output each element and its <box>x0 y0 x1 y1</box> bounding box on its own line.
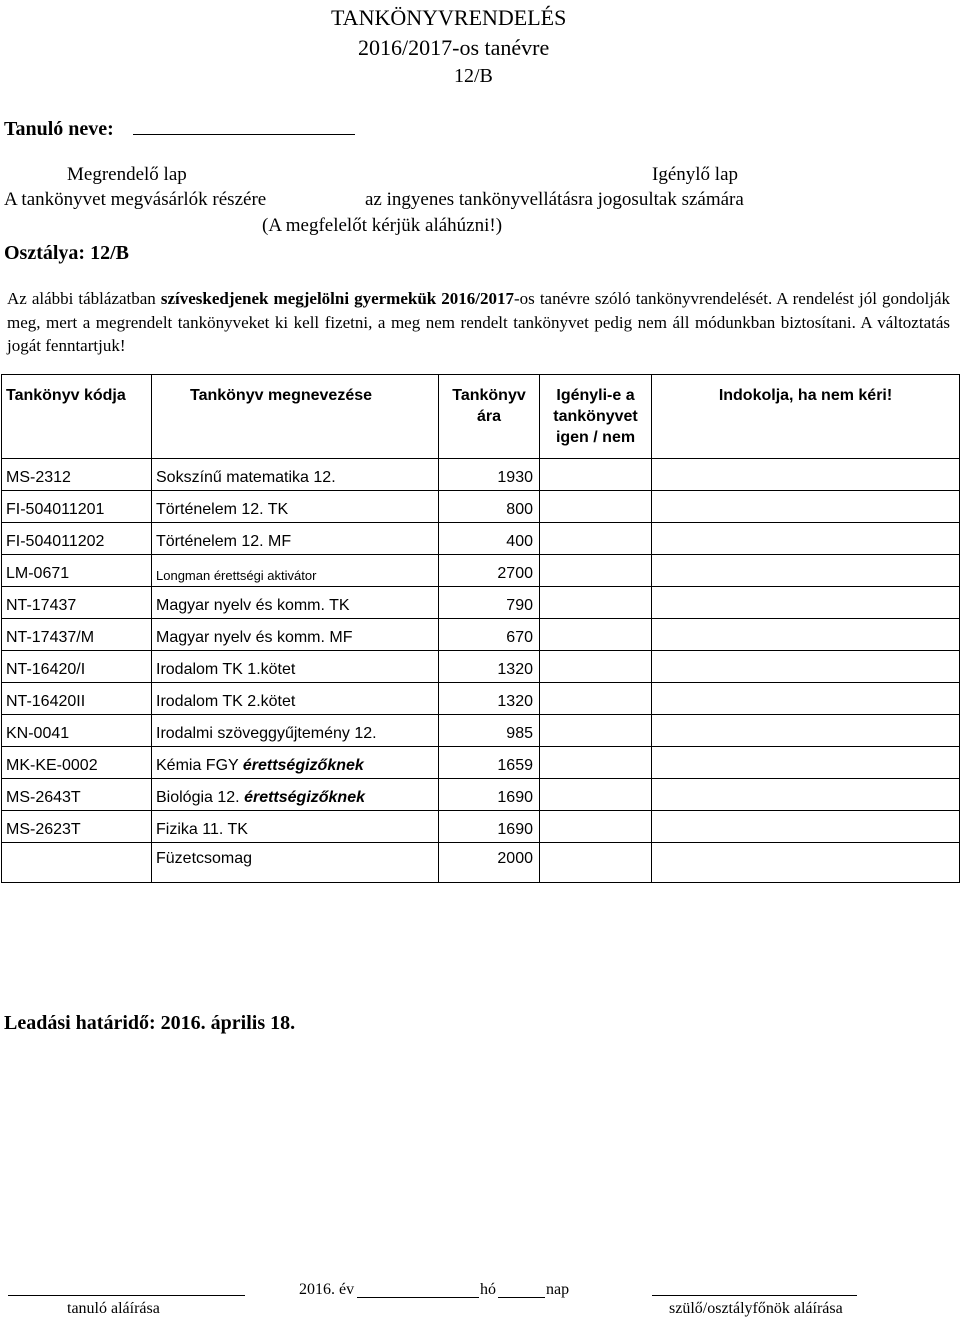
table-row <box>2 715 960 747</box>
book-price-cell: 790 <box>439 587 540 619</box>
instructions-part1: Az alábbi táblázatban <box>7 289 161 308</box>
date-day-label: nap <box>546 1281 570 1298</box>
reason-cell[interactable] <box>652 779 960 811</box>
book-code-cell <box>2 843 152 883</box>
book-price-cell: 670 <box>439 619 540 651</box>
instructions-paragraph <box>7 287 950 358</box>
table-row <box>2 779 960 811</box>
book-name-emphasis: érettségizőknek <box>242 757 364 774</box>
reason-cell[interactable] <box>652 811 960 843</box>
reason-cell[interactable] <box>652 587 960 619</box>
book-name-cell <box>152 587 439 619</box>
reason-cell[interactable] <box>652 651 960 683</box>
reason-cell[interactable] <box>652 459 960 491</box>
col-header-name: Tankönyv megnevezése <box>152 375 439 459</box>
date-month-line[interactable] <box>357 1297 479 1298</box>
book-name-cell <box>152 811 439 843</box>
request-answer-cell[interactable] <box>540 587 652 619</box>
book-price-cell: 800 <box>439 491 540 523</box>
request-answer-cell[interactable] <box>540 459 652 491</box>
book-code-cell: FI-504011202 <box>2 523 152 555</box>
order-form-desc[interactable]: A tankönyvet megvásárlók részére <box>4 189 267 210</box>
book-name: Irodalom TK 1.kötet <box>156 661 296 678</box>
parent-signature-line[interactable] <box>652 1295 857 1296</box>
book-name-cell <box>152 715 439 747</box>
book-name-emphasis: érettségizőknek <box>244 789 365 806</box>
col-header-request-line3: igen / nem <box>555 429 636 446</box>
school-year: 2016/2017-os tanévre <box>358 35 550 60</box>
book-price-cell: 1320 <box>439 683 540 715</box>
request-form-desc[interactable]: az ingyenes tankönyvellátásra jogosultak számára <box>365 189 744 210</box>
book-price-cell: 985 <box>439 715 540 747</box>
request-answer-cell[interactable] <box>540 843 652 883</box>
book-code-cell: LM-0671 <box>2 555 152 587</box>
request-form-title[interactable]: Igénylő lap <box>652 164 739 185</box>
student-signature-label: tanuló aláírása <box>67 1300 160 1317</box>
request-answer-cell[interactable] <box>540 651 652 683</box>
book-price-cell: 1690 <box>439 811 540 843</box>
reason-cell[interactable] <box>652 683 960 715</box>
col-header-reason: Indokolja, ha nem kéri! <box>652 375 960 459</box>
book-name: Történelem 12. MF <box>156 533 292 550</box>
parent-signature-label: szülő/osztályfőnök aláírása <box>669 1300 843 1317</box>
submission-deadline: Leadási határidő: 2016. április 18. <box>4 1012 296 1034</box>
request-answer-cell[interactable] <box>540 779 652 811</box>
book-code-cell: KN-0041 <box>2 715 152 747</box>
book-code-cell: MS-2623T <box>2 811 152 843</box>
book-name-cell <box>152 491 439 523</box>
table-row <box>2 491 960 523</box>
col-header-code: Tankönyv kódja <box>2 375 152 459</box>
book-name-cell <box>152 651 439 683</box>
class-label: Osztálya: 12/B <box>4 242 129 264</box>
request-answer-cell[interactable] <box>540 683 652 715</box>
book-name-cell <box>152 459 439 491</box>
book-name: Biológia 12. <box>156 789 245 806</box>
book-price-cell: 2700 <box>439 555 540 587</box>
col-header-request-line2: tankönyvet <box>553 408 638 425</box>
reason-cell[interactable] <box>652 619 960 651</box>
book-name-cell <box>152 683 439 715</box>
book-name-cell <box>152 747 439 779</box>
book-code-cell: MK-KE-0002 <box>2 747 152 779</box>
col-header-request-line1: Igényli-e a <box>556 387 635 404</box>
book-name-cell <box>152 619 439 651</box>
book-name: Magyar nyelv és komm. TK <box>156 597 350 614</box>
date-month-label: hó <box>480 1281 496 1298</box>
book-price-cell: 400 <box>439 523 540 555</box>
book-name-cell <box>152 843 439 883</box>
request-answer-cell[interactable] <box>540 491 652 523</box>
request-answer-cell[interactable] <box>540 555 652 587</box>
table-row <box>2 619 960 651</box>
request-answer-cell[interactable] <box>540 619 652 651</box>
book-code-cell: MS-2643T <box>2 779 152 811</box>
book-name: Sokszínű matematika 12. <box>156 469 336 486</box>
book-code-cell: FI-504011201 <box>2 491 152 523</box>
col-header-price-line1: Tankönyv <box>452 387 526 404</box>
book-code-cell: NT-16420/I <box>2 651 152 683</box>
date-year-label: 2016. év <box>299 1281 355 1298</box>
table-row <box>2 747 960 779</box>
request-answer-cell[interactable] <box>540 523 652 555</box>
underline-note: (A megfelelőt kérjük aláhúzni!) <box>262 215 503 236</box>
student-name-line[interactable] <box>133 134 355 135</box>
table-row <box>2 811 960 843</box>
book-name-cell <box>152 523 439 555</box>
book-order-table <box>1 374 960 883</box>
col-header-price <box>439 375 540 459</box>
book-name: Fizika 11. TK <box>156 821 248 838</box>
class-code: 12/B <box>454 65 493 87</box>
reason-cell[interactable] <box>652 715 960 747</box>
book-price-cell: 2000 <box>439 843 540 883</box>
book-price-cell: 1320 <box>439 651 540 683</box>
book-name: Longman érettségi aktivátor <box>156 568 317 583</box>
book-price-cell: 1690 <box>439 779 540 811</box>
table-row <box>2 523 960 555</box>
reason-cell[interactable] <box>652 523 960 555</box>
table-row <box>2 683 960 715</box>
reason-cell[interactable] <box>652 747 960 779</box>
book-code-cell: NT-17437/M <box>2 619 152 651</box>
request-answer-cell[interactable] <box>540 811 652 843</box>
book-name: Kémia FGY <box>156 757 243 774</box>
book-name: Irodalmi szöveggyűjtemény 12. <box>156 725 377 742</box>
book-price-cell: 1659 <box>439 747 540 779</box>
col-header-price-line2: ára <box>476 408 502 425</box>
date-day-line[interactable] <box>498 1297 545 1298</box>
table-row <box>2 843 960 883</box>
table-row <box>2 651 960 683</box>
reason-cell[interactable] <box>652 843 960 883</box>
book-name-cell <box>152 779 439 811</box>
book-name: Füzetcsomag <box>156 850 253 867</box>
table-row <box>2 555 960 587</box>
order-form-title[interactable]: Megrendelő lap <box>67 164 187 185</box>
student-signature-line[interactable] <box>8 1295 245 1296</box>
book-name: Irodalom TK 2.kötet <box>156 693 296 710</box>
book-name: Történelem 12. TK <box>156 501 289 518</box>
book-code-cell: MS-2312 <box>2 459 152 491</box>
request-answer-cell[interactable] <box>540 715 652 747</box>
reason-cell[interactable] <box>652 555 960 587</box>
col-header-request <box>540 375 652 459</box>
book-code-cell: NT-17437 <box>2 587 152 619</box>
book-name: Magyar nyelv és komm. MF <box>156 629 353 646</box>
table-row <box>2 587 960 619</box>
book-code-cell: NT-16420II <box>2 683 152 715</box>
table-header-row <box>2 375 960 459</box>
reason-cell[interactable] <box>652 491 960 523</box>
book-price-cell: 1930 <box>439 459 540 491</box>
instructions-bold: szíveskedjenek megjelölni gyermekük 2016/2017 <box>160 289 515 308</box>
table-row <box>2 459 960 491</box>
request-answer-cell[interactable] <box>540 747 652 779</box>
student-name-label: Tanuló neve: <box>4 118 114 140</box>
instructions-part2: -os tanévre szóló tankönyvrendelését. A rendelést jól gondolják meg, mert a megrendelt tankönyveket ki kell fizetni, a meg nem rendelt tankönyvet pedig nem áll módunkban biztosítani. A változtatás jogát fenntartjuk! <box>7 289 950 355</box>
document-title: TANKÖNYVRENDELÉS <box>331 5 567 30</box>
book-name-cell <box>152 555 439 587</box>
